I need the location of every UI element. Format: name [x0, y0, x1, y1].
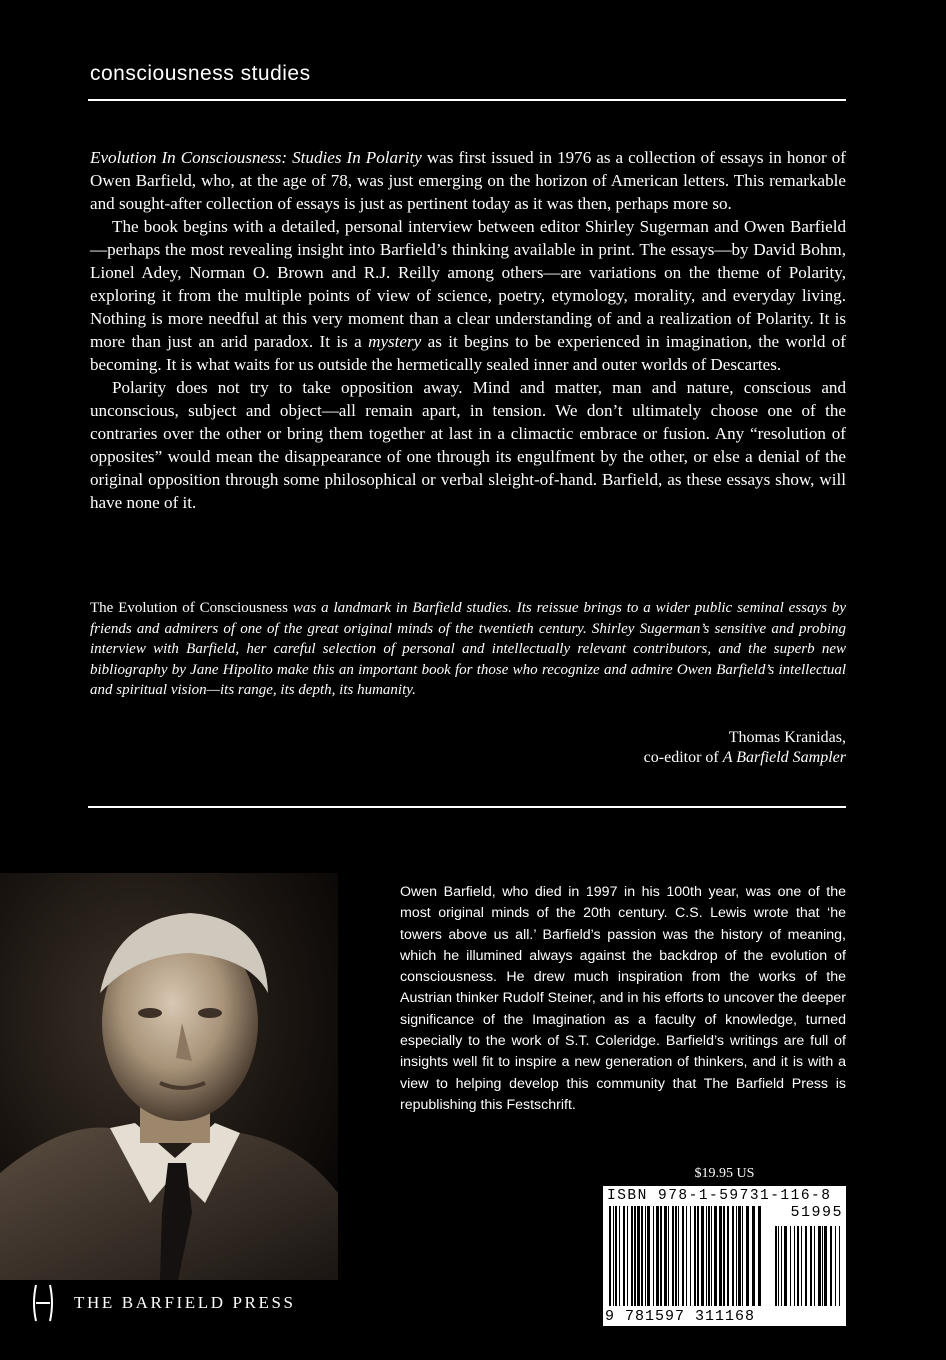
isbn-barcode [603, 1166, 846, 1326]
endorser-name: Thomas Kranidas, [728, 729, 846, 746]
endorsed-book-title: The Evolution of Consciousness [90, 600, 288, 616]
isbn-text: ISBN 978-1-59731-116-8 [607, 1188, 832, 1204]
endorsement-attribution [644, 728, 846, 768]
top-divider [88, 99, 846, 101]
author-photo [0, 873, 338, 1280]
paragraph-1: Evolution In Consciousness: Studies In Polarity was first issued in 1976 as a collection of essays in honor of Owen Barfield, who, at the age of 78, was just emerging on the horizon of American letters. This remarkable and sought-after collection of essays is just as pertinent today as it was then, perhaps more so. [90, 148, 846, 213]
price-code: 51995 [790, 1204, 843, 1221]
book-title: Evolution In Consciousness: Studies In Polarity [90, 148, 422, 167]
endorsement-quote: The Evolution of Consciousness was a landmark in Barfield studies. Its reissue brings to a wider public seminal essays by friends and admirers of one of the great original minds of the twentieth century. Shirley Sugerman’s sensitive and probing interview with Barfield, her careful selection of personal and intellectually relevant contributors, and the superb new bibliography by Jane Hipolito make this an important book for those who recognize and admire Owen Barfield’s intellectual and spiritual vision—its range, its depth, its humanity. [90, 600, 846, 699]
paragraph-2: The book begins with a detailed, personal interview between editor Shirley Sugerman and Owen Barfield—perhaps the most revealing insight into Barfield’s thinking available in print. The essays—by David Bohm, Lionel Adey, Norman O. Brown and R.J. Reilly among others—are variations on the theme of Polarity, exploring it from the multiple points of view of science, poetry, etymology, morality, and everyday living. Nothing is more needful at this very moment than a clear understanding of and a realization of Polarity. It is more than just an arid paradox. It is a mystery as it begins to be experienced in imagination, the world of becoming. It is what waits for us outside the hermetically sealed inner and outer worlds of Descartes. [90, 217, 846, 374]
endorser-role: co-editor of A Barfield Sampler [643, 749, 846, 766]
isbn-number: 9 781597 311168 [605, 1308, 756, 1325]
publisher-mark [30, 1283, 296, 1323]
publisher-name: THE BARFIELD PRESS [74, 1293, 296, 1312]
middle-divider [88, 806, 846, 808]
barcode-bars [603, 1186, 846, 1326]
price-label: $19.95 US [694, 1166, 755, 1181]
author-biography: Owen Barfield, who died in 1997 in his 100th year, was one of the most original minds of the 20th century. C.S. Lewis wrote that ‘he towers above us all.’ Barfield’s passion was the history of meaning, which he illumined always against the backdrop of the evolution of consciousness. He drew much inspiration from the works of the Austrian thinker Rudolf Steiner, and in his efforts to uncover the deeper significance of the Imagination as a faculty of knowledge, turned especially to the work of S.T. Coleridge. Barfield’s writings are full of insights well fit to inspire a new generation of thinkers, and it is with a view to helping develop this community that The Barfield Press is republishing this Festschrift. [400, 884, 846, 1113]
publisher-logo-icon [30, 1283, 56, 1323]
main-description [90, 146, 846, 514]
category-label: consciousness studies [90, 62, 311, 85]
paragraph-3: Polarity does not try to take opposition away. Mind and matter, man and nature, conscious and unconscious, subject and object—all remain apart, in tension. We don’t ultimately choose one of the contraries over the other or bring them together at last in a climactic embrace or fusion. Any “resolution of opposites” would mean the disappearance of one through its engulfment by the other, or else a denial of the original opposition through some philosophical or verbal sleight-of-hand. Barfield, as these essays show, will have none of it. [90, 378, 846, 512]
